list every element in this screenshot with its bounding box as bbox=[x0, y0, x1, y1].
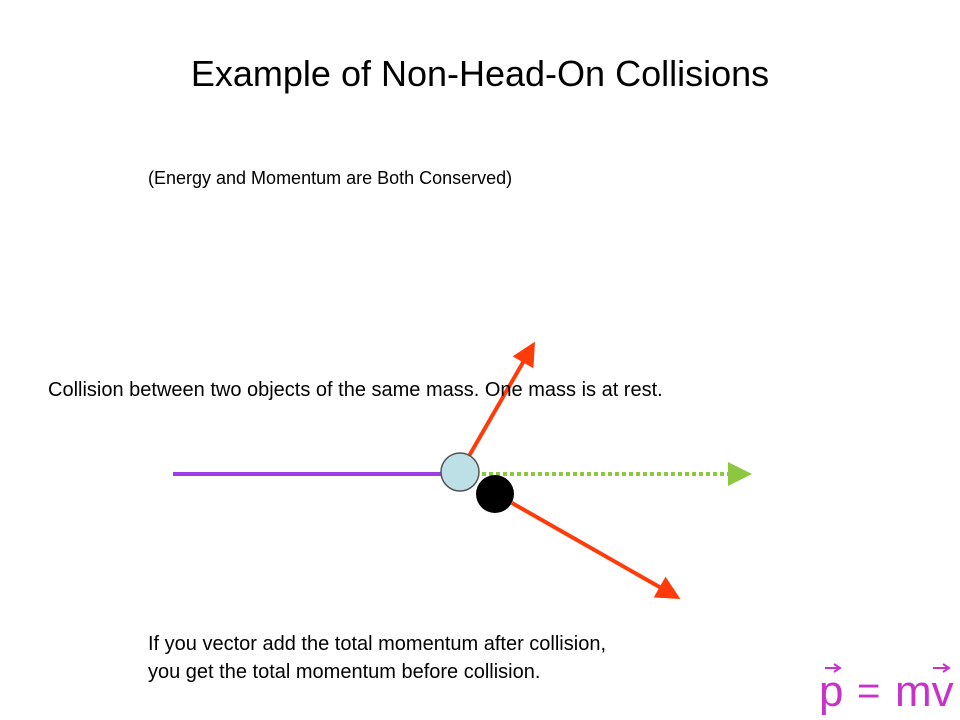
formula-p: p bbox=[819, 667, 844, 716]
resting-ball bbox=[476, 475, 514, 513]
outgoing-arrow-upper bbox=[469, 352, 529, 456]
outgoing-arrow-lower bbox=[512, 503, 670, 593]
momentum-note bbox=[148, 630, 606, 686]
note-line-2: you get the total momentum before collision. bbox=[148, 661, 541, 683]
slide-subtitle: (Energy and Momentum are Both Conserved) bbox=[148, 168, 513, 188]
moving-ball bbox=[441, 453, 479, 491]
momentum-formula bbox=[805, 650, 960, 720]
collision-description: Collision between two objects of the same mass. One mass is at rest. bbox=[48, 379, 663, 401]
formula-equals: = bbox=[857, 669, 881, 713]
slide-title: Example of Non-Head-On Collisions bbox=[190, 53, 770, 94]
formula-mv: mv bbox=[895, 667, 954, 716]
note-line-1: If you vector add the total momentum after collision, bbox=[148, 633, 606, 655]
